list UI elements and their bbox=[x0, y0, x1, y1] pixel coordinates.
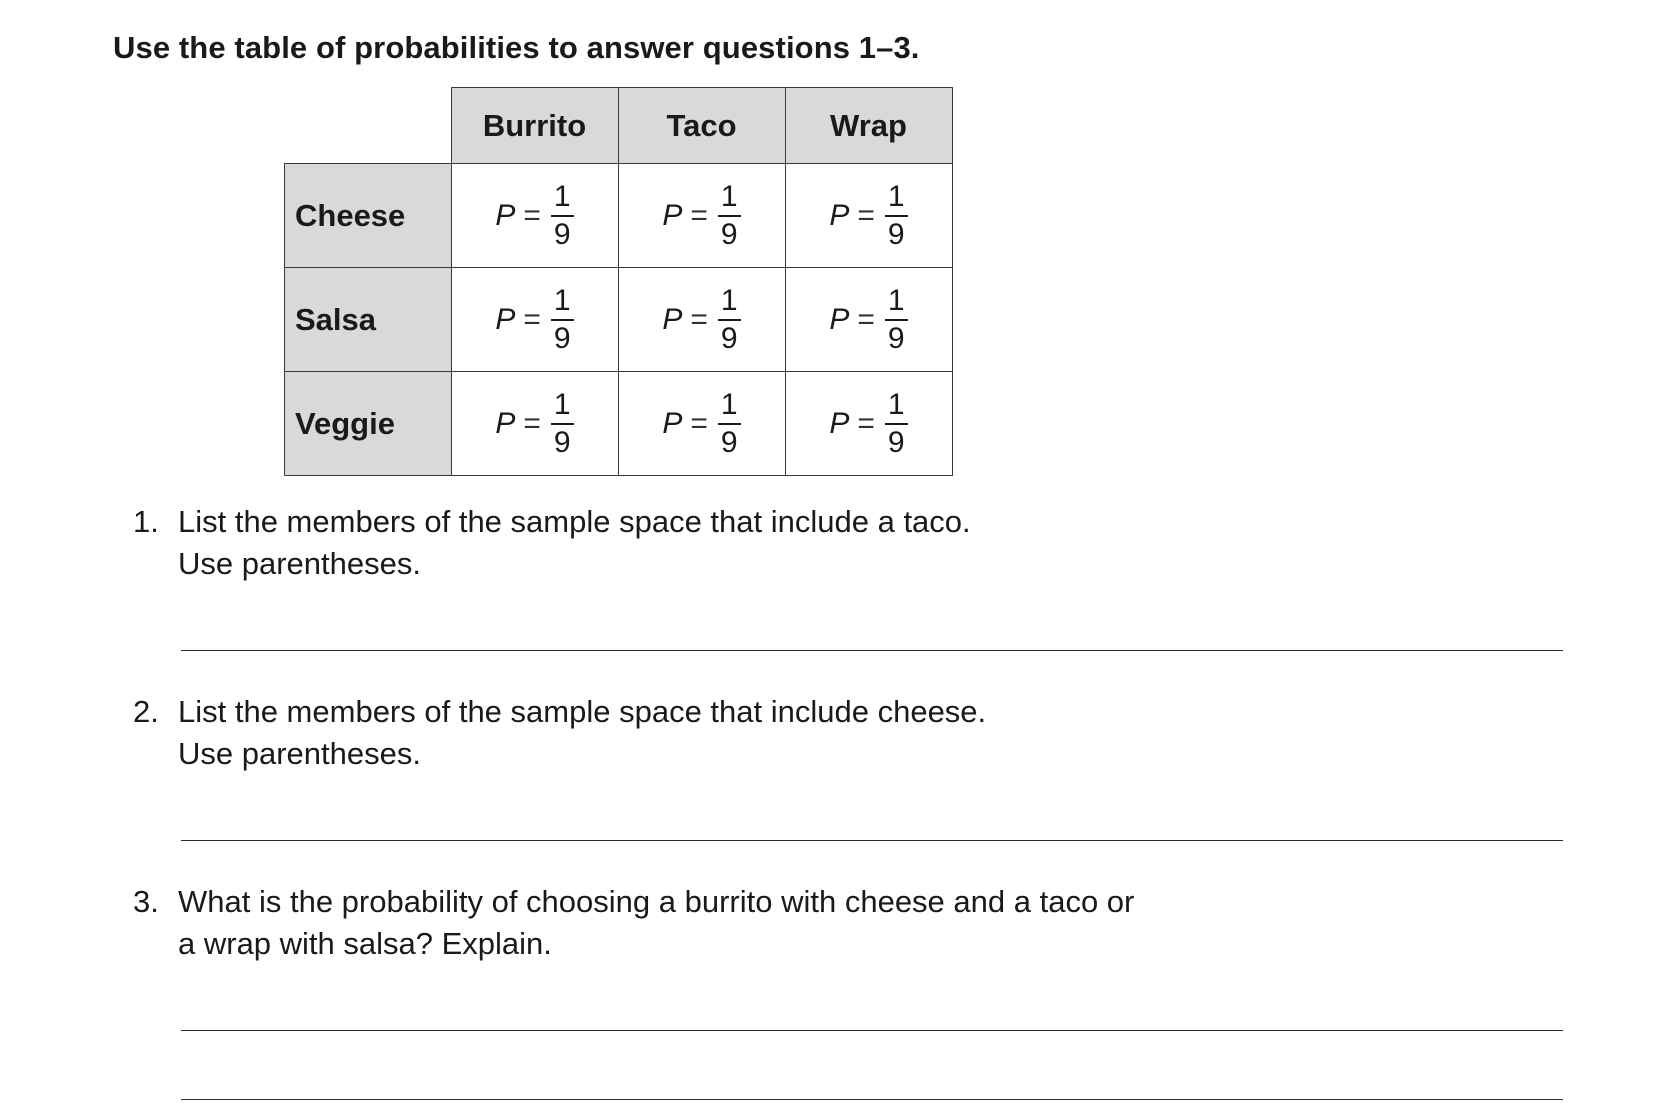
fraction bbox=[718, 283, 741, 355]
question-text: What is the probability of choosing a burrito with cheese and a taco or bbox=[178, 884, 1135, 919]
probability-cell-cheese-taco bbox=[618, 164, 785, 268]
answer-line-3b[interactable] bbox=[181, 1099, 1563, 1100]
probability-table bbox=[284, 87, 953, 476]
equals-sign: = bbox=[523, 198, 541, 232]
row-header-veggie: Veggie bbox=[285, 372, 452, 476]
column-header-burrito: Burrito bbox=[451, 88, 618, 164]
probability-cell-cheese-burrito bbox=[451, 164, 618, 268]
question-text: List the members of the sample space that include a taco. bbox=[178, 504, 971, 539]
fraction-numerator: 1 bbox=[718, 182, 741, 217]
column-header-wrap: Wrap bbox=[785, 88, 952, 164]
probability-expression bbox=[662, 179, 740, 251]
fraction bbox=[551, 387, 574, 459]
instructions-heading: Use the table of probabilities to answer questions 1–3. bbox=[113, 30, 920, 65]
fraction-denominator: 9 bbox=[553, 321, 571, 355]
table-row bbox=[285, 164, 953, 268]
fraction-numerator: 1 bbox=[885, 182, 908, 217]
table-row bbox=[285, 372, 953, 476]
probability-variable: P bbox=[829, 406, 850, 440]
probability-expression bbox=[495, 387, 573, 459]
probability-expression bbox=[495, 283, 573, 355]
probability-cell-veggie-taco bbox=[618, 372, 785, 476]
equals-sign: = bbox=[690, 406, 708, 440]
question-text-continued: Use parentheses. bbox=[178, 736, 421, 771]
fraction-denominator: 9 bbox=[887, 321, 905, 355]
probability-cell-salsa-taco bbox=[618, 268, 785, 372]
probability-variable: P bbox=[829, 302, 850, 336]
probability-expression bbox=[662, 283, 740, 355]
probability-variable: P bbox=[662, 406, 683, 440]
equals-sign: = bbox=[857, 302, 875, 336]
table-row bbox=[285, 268, 953, 372]
fraction-denominator: 9 bbox=[720, 425, 738, 459]
question-1 bbox=[133, 501, 971, 585]
table-header-row bbox=[285, 88, 953, 164]
question-text-continued: a wrap with salsa? Explain. bbox=[178, 926, 552, 961]
probability-variable: P bbox=[662, 302, 683, 336]
equals-sign: = bbox=[857, 406, 875, 440]
probability-cell-veggie-wrap bbox=[785, 372, 952, 476]
fraction bbox=[885, 387, 908, 459]
question-text: List the members of the sample space that include cheese. bbox=[178, 694, 987, 729]
question-number: 2. bbox=[133, 694, 159, 729]
probability-variable: P bbox=[495, 302, 516, 336]
probability-cell-salsa-burrito bbox=[451, 268, 618, 372]
question-text-continued: Use parentheses. bbox=[178, 546, 421, 581]
fraction-denominator: 9 bbox=[720, 321, 738, 355]
question-number: 1. bbox=[133, 504, 159, 539]
probability-variable: P bbox=[495, 406, 516, 440]
fraction-numerator: 1 bbox=[718, 390, 741, 425]
fraction bbox=[551, 179, 574, 251]
row-header-salsa: Salsa bbox=[285, 268, 452, 372]
fraction bbox=[718, 387, 741, 459]
fraction bbox=[885, 283, 908, 355]
probability-expression bbox=[495, 179, 573, 251]
probability-expression bbox=[662, 387, 740, 459]
probability-variable: P bbox=[829, 198, 850, 232]
fraction bbox=[551, 283, 574, 355]
fraction bbox=[718, 179, 741, 251]
probability-expression bbox=[829, 283, 907, 355]
fraction-denominator: 9 bbox=[553, 425, 571, 459]
row-header-cheese: Cheese bbox=[285, 164, 452, 268]
fraction-denominator: 9 bbox=[553, 217, 571, 251]
fraction-denominator: 9 bbox=[887, 217, 905, 251]
question-3 bbox=[133, 881, 1134, 965]
probability-expression bbox=[829, 179, 907, 251]
fraction bbox=[885, 179, 908, 251]
equals-sign: = bbox=[857, 198, 875, 232]
probability-cell-salsa-wrap bbox=[785, 268, 952, 372]
fraction-numerator: 1 bbox=[885, 390, 908, 425]
fraction-denominator: 9 bbox=[887, 425, 905, 459]
probability-variable: P bbox=[495, 198, 516, 232]
fraction-numerator: 1 bbox=[551, 390, 574, 425]
equals-sign: = bbox=[523, 302, 541, 336]
fraction-numerator: 1 bbox=[551, 182, 574, 217]
fraction-numerator: 1 bbox=[551, 286, 574, 321]
answer-line-3a[interactable] bbox=[181, 1030, 1563, 1031]
equals-sign: = bbox=[690, 198, 708, 232]
probability-variable: P bbox=[662, 198, 683, 232]
fraction-denominator: 9 bbox=[720, 217, 738, 251]
fraction-numerator: 1 bbox=[718, 286, 741, 321]
column-header-taco: Taco bbox=[618, 88, 785, 164]
probability-cell-cheese-wrap bbox=[785, 164, 952, 268]
equals-sign: = bbox=[690, 302, 708, 336]
question-2 bbox=[133, 691, 986, 775]
probability-expression bbox=[829, 387, 907, 459]
table-corner-cell bbox=[285, 88, 452, 164]
answer-line-2[interactable] bbox=[181, 840, 1563, 841]
question-number: 3. bbox=[133, 884, 159, 919]
fraction-numerator: 1 bbox=[885, 286, 908, 321]
probability-cell-veggie-burrito bbox=[451, 372, 618, 476]
equals-sign: = bbox=[523, 406, 541, 440]
answer-line-1[interactable] bbox=[181, 650, 1563, 651]
